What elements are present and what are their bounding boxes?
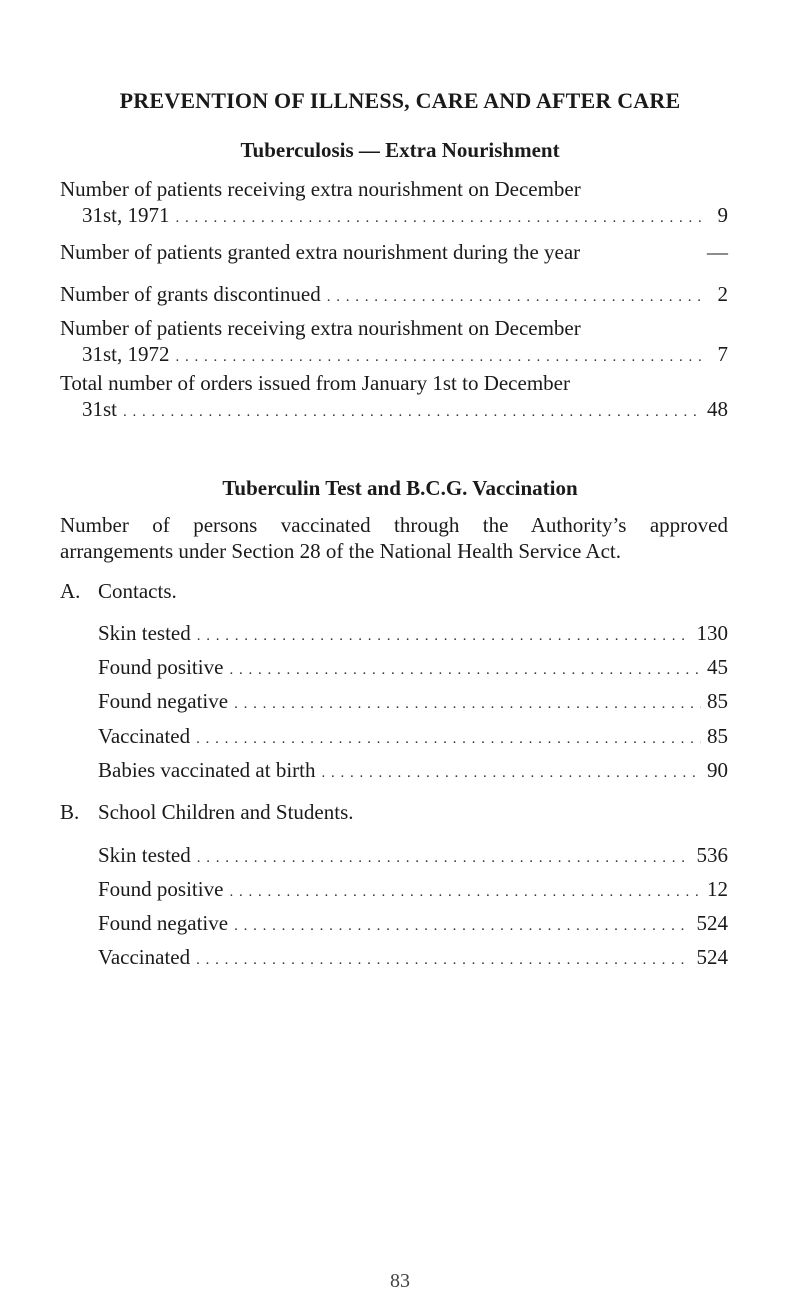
group-b-heading: B. School Children and Students. — [60, 800, 354, 824]
section-heading-tuberculin: Tuberculin Test and B.C.G. Vaccination — [222, 476, 578, 500]
row-label: Babies vaccinated at birth — [98, 758, 316, 782]
row-value: 130 — [696, 621, 728, 645]
section-heading-extra-nourishment: Tuberculosis — Extra Nourishment — [240, 138, 560, 162]
group-a-row — [98, 723, 728, 752]
nourishment-row: Total number of orders issued from January 1st to December 31st . . . 48 — [60, 370, 728, 425]
row-label: Vaccinated — [98, 724, 191, 748]
row-label: Found negative — [98, 911, 229, 935]
row-label: Number of patients granted extra nourishment during the year — [60, 240, 581, 264]
row-label: Found negative — [98, 689, 229, 713]
dot-leader — [197, 623, 691, 649]
dot-leader — [196, 726, 701, 752]
row-label: 31st — [82, 397, 118, 421]
row-value: 524 — [696, 911, 728, 935]
row-value: 9 — [717, 203, 728, 227]
row-label: 31st, 1972 — [82, 342, 170, 366]
page-title: PREVENTION OF ILLNESS, CARE AND AFTER CARE — [119, 88, 681, 113]
row-value: 536 — [696, 843, 728, 867]
row-label: Skin tested — [98, 621, 191, 645]
row-value: 85 — [707, 689, 728, 713]
dot-leader — [176, 205, 702, 231]
nourishment-row: Number of patients receiving extra nourishment on December 31st, 1971 . . . 9 — [60, 176, 728, 231]
group-a-row — [98, 620, 728, 649]
group-a-heading: A. Contacts. — [60, 579, 177, 603]
row-value: 7 — [717, 342, 728, 366]
dot-leader — [322, 760, 702, 786]
dot-leader — [197, 845, 691, 871]
row-label: Found positive — [98, 877, 224, 901]
row-value: 45 — [707, 655, 728, 679]
group-b-row — [98, 876, 728, 905]
dot-leader — [327, 284, 702, 310]
row-label: Vaccinated — [98, 945, 191, 969]
row-value: 48 — [707, 397, 728, 421]
dot-leader — [229, 657, 701, 683]
dot-leader — [176, 344, 702, 370]
dot-leader — [586, 247, 701, 273]
page-number: 83 — [390, 1270, 410, 1292]
group-b-row — [98, 842, 728, 871]
group-a-row — [98, 654, 728, 683]
dot-leader — [229, 879, 701, 905]
row-value: — — [707, 240, 728, 264]
dot-leader — [196, 947, 690, 973]
group-a-row — [98, 688, 728, 717]
row-label: 31st, 1971 — [82, 203, 170, 227]
nourishment-row: Number of patients receiving extra nourishment on December 31st, 1972 . . . 7 — [60, 315, 728, 370]
row-value: 85 — [707, 724, 728, 748]
row-value: 12 — [707, 877, 728, 901]
row-label: Found positive — [98, 655, 224, 679]
dot-leader — [234, 691, 701, 717]
row-label: Skin tested — [98, 843, 191, 867]
intro-paragraph: Number of persons vaccinated through the Authority’s approved arrangements under Section 28 of the National Health Service Act. — [60, 513, 728, 563]
dot-leader — [234, 913, 690, 939]
group-a-row — [98, 757, 728, 786]
group-b-row — [98, 944, 728, 973]
row-label: Number of grants discontinued — [60, 282, 321, 306]
row-value: 90 — [707, 758, 728, 782]
group-b-row — [98, 910, 728, 939]
row-value: 2 — [717, 282, 728, 306]
nourishment-row — [60, 239, 728, 273]
nourishment-row — [60, 281, 728, 310]
dot-leader — [123, 399, 701, 425]
row-value: 524 — [696, 945, 728, 969]
